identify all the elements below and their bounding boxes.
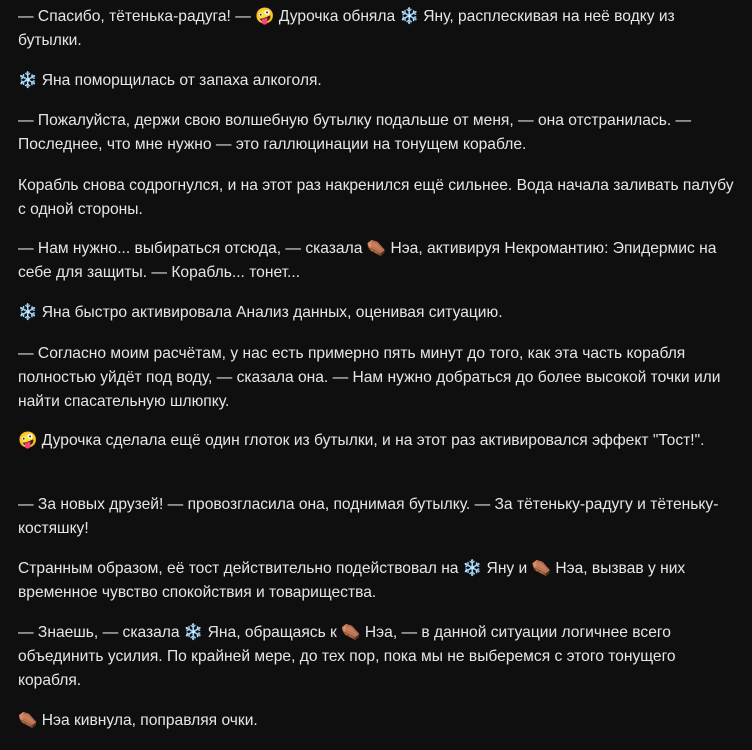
story-paragraph: Корабль снова содрогнулся, и на этот раз накренился ещё сильнее. Вода начала заливать палубу с одной стороны. (18, 177, 734, 218)
story-paragraph: — Пожалуйста, держи свою волшебную бутылку подальше от меня, — она отстранилась. — Последнее, что мне нужно — это галлюцинации на тонущем корабле. (18, 112, 692, 153)
story-paragraph: — Спасибо, тётенька-радуга! — 🤪 Дурочка обняла ❄️ Яну, расплескивая на неё водку из бутылки. (18, 8, 675, 49)
story-paragraph: Странным образом, её тост действительно подействовал на ❄️ Яну и ⚰️ Нэа, вызвав у них временное чувство спокойствия и товарищества. (18, 560, 686, 601)
story-paragraph: ❄️ Яна быстро активировала Анализ данных, оценивая ситуацию. (18, 304, 503, 321)
story-paragraph: — Знаешь, — сказала ❄️ Яна, обращаясь к ⚰️ Нэа, — в данной ситуации логичнее всего объединить усилия. По крайней мере, до тех пор, пока мы не выберемся с этого тонущего корабля. (18, 624, 676, 689)
story-paragraph: ⚰️ Нэа кивнула, поправляя очки. (18, 712, 258, 729)
story-paragraph: — Нам нужно... выбираться отсюда, — сказала ⚰️ Нэа, активируя Некромантию: Эпидермис на себе для защиты. — Корабль... тонет... (18, 240, 717, 281)
story-paragraph: 🤪 Дурочка сделала ещё один глоток из бутылки, и на этот раз активировался эффект "Тост!". (18, 432, 705, 449)
story-paragraph: ❄️ Яна поморщилась от запаха алкоголя. (18, 72, 322, 89)
story-paragraph: — Согласно моим расчётам, у нас есть примерно пять минут до того, как эта часть корабля полностью уйдёт под воду, — сказала она. — Нам нужно добраться до более высокой точки или найти спасательную шлюпку. (18, 345, 721, 410)
story-paragraph: — За новых друзей! — провозгласила она, поднимая бутылку. — За тётеньку-радугу и тётеньку-костяшку! (18, 496, 719, 537)
